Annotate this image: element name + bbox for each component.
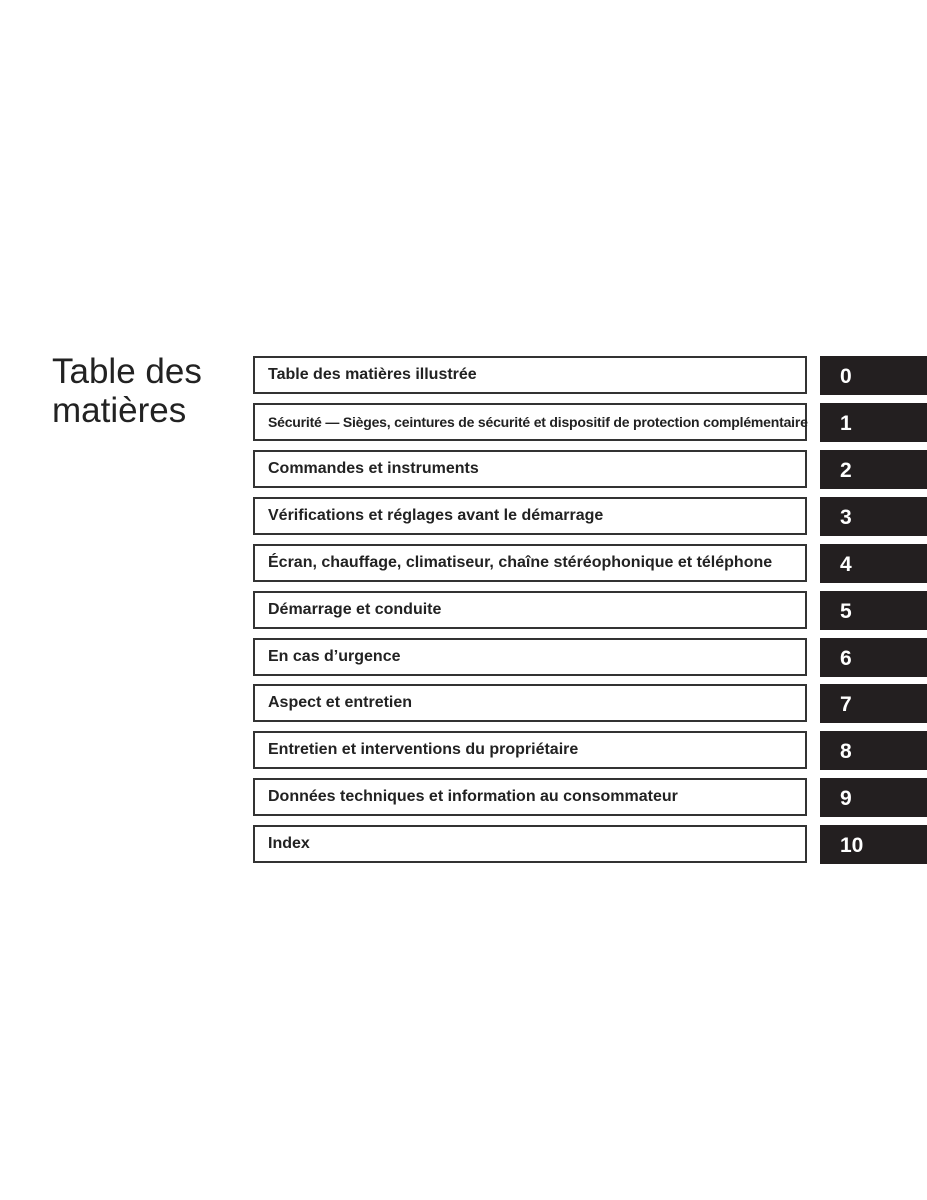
chapter-number: 1 — [840, 412, 852, 435]
toc-row-1 — [0, 403, 927, 441]
chapter-title: Écran, chauffage, climatiseur, chaîne stéréophonique et téléphone — [268, 554, 773, 571]
chapter-link-2[interactable] — [253, 450, 807, 488]
chapter-title: Commandes et instruments — [268, 460, 479, 477]
chapter-tab-4[interactable] — [820, 544, 927, 583]
chapter-number: 4 — [840, 553, 852, 576]
chapter-number: 3 — [840, 506, 852, 529]
chapter-number: 9 — [840, 787, 852, 810]
chapter-title: Vérifications et réglages avant le démarrage — [268, 507, 604, 524]
chapter-number: 6 — [840, 647, 852, 670]
page-title-line-1: Table des — [52, 352, 202, 391]
chapter-link-7[interactable] — [253, 684, 807, 722]
chapter-link-8[interactable] — [253, 731, 807, 769]
chapter-tab-10[interactable] — [820, 825, 927, 864]
chapter-title: Aspect et entretien — [268, 694, 413, 711]
toc-row-6 — [0, 638, 927, 676]
chapter-title: Données techniques et information au consommateur — [268, 788, 678, 805]
chapter-title: Table des matières illustrée — [268, 366, 477, 383]
toc-row-9 — [0, 778, 927, 816]
chapter-link-1[interactable] — [253, 403, 807, 441]
chapter-link-0[interactable] — [253, 356, 807, 394]
chapter-title: Entretien et interventions du propriétaire — [268, 741, 579, 758]
chapter-number: 7 — [840, 693, 852, 716]
toc-row-7 — [0, 684, 927, 722]
chapter-tab-6[interactable] — [820, 638, 927, 677]
chapter-tab-3[interactable] — [820, 497, 927, 536]
chapter-link-5[interactable] — [253, 591, 807, 629]
toc-row-0 — [0, 356, 927, 394]
chapter-link-10[interactable] — [253, 825, 807, 863]
toc-row-3 — [0, 497, 927, 535]
chapter-number: 2 — [840, 459, 852, 482]
toc-row-4 — [0, 544, 927, 582]
chapter-link-3[interactable] — [253, 497, 807, 535]
toc-row-8 — [0, 731, 927, 769]
chapter-tab-9[interactable] — [820, 778, 927, 817]
chapter-tab-2[interactable] — [820, 450, 927, 489]
chapter-title: Démarrage et conduite — [268, 601, 442, 618]
chapter-number: 0 — [840, 365, 852, 388]
toc-row-5 — [0, 591, 927, 629]
chapter-link-6[interactable] — [253, 638, 807, 676]
chapter-link-9[interactable] — [253, 778, 807, 816]
chapter-tab-7[interactable] — [820, 684, 927, 723]
chapter-title: Sécurité — Sièges, ceintures de sécurité et dispositif de protection complémentaire — [268, 414, 808, 430]
toc-row-10 — [0, 825, 927, 863]
chapter-number: 10 — [840, 834, 864, 857]
chapter-tab-1[interactable] — [820, 403, 927, 442]
chapter-tab-8[interactable] — [820, 731, 927, 770]
chapter-tab-0[interactable] — [820, 356, 927, 395]
chapter-title: Index — [268, 835, 310, 852]
page-title-line-2: matières — [52, 391, 187, 430]
chapter-tab-5[interactable] — [820, 591, 927, 630]
toc-row-2 — [0, 450, 927, 488]
chapter-number: 5 — [840, 600, 852, 623]
chapter-number: 8 — [840, 740, 852, 763]
chapter-title: En cas d’urgence — [268, 648, 401, 665]
chapter-link-4[interactable] — [253, 544, 807, 582]
